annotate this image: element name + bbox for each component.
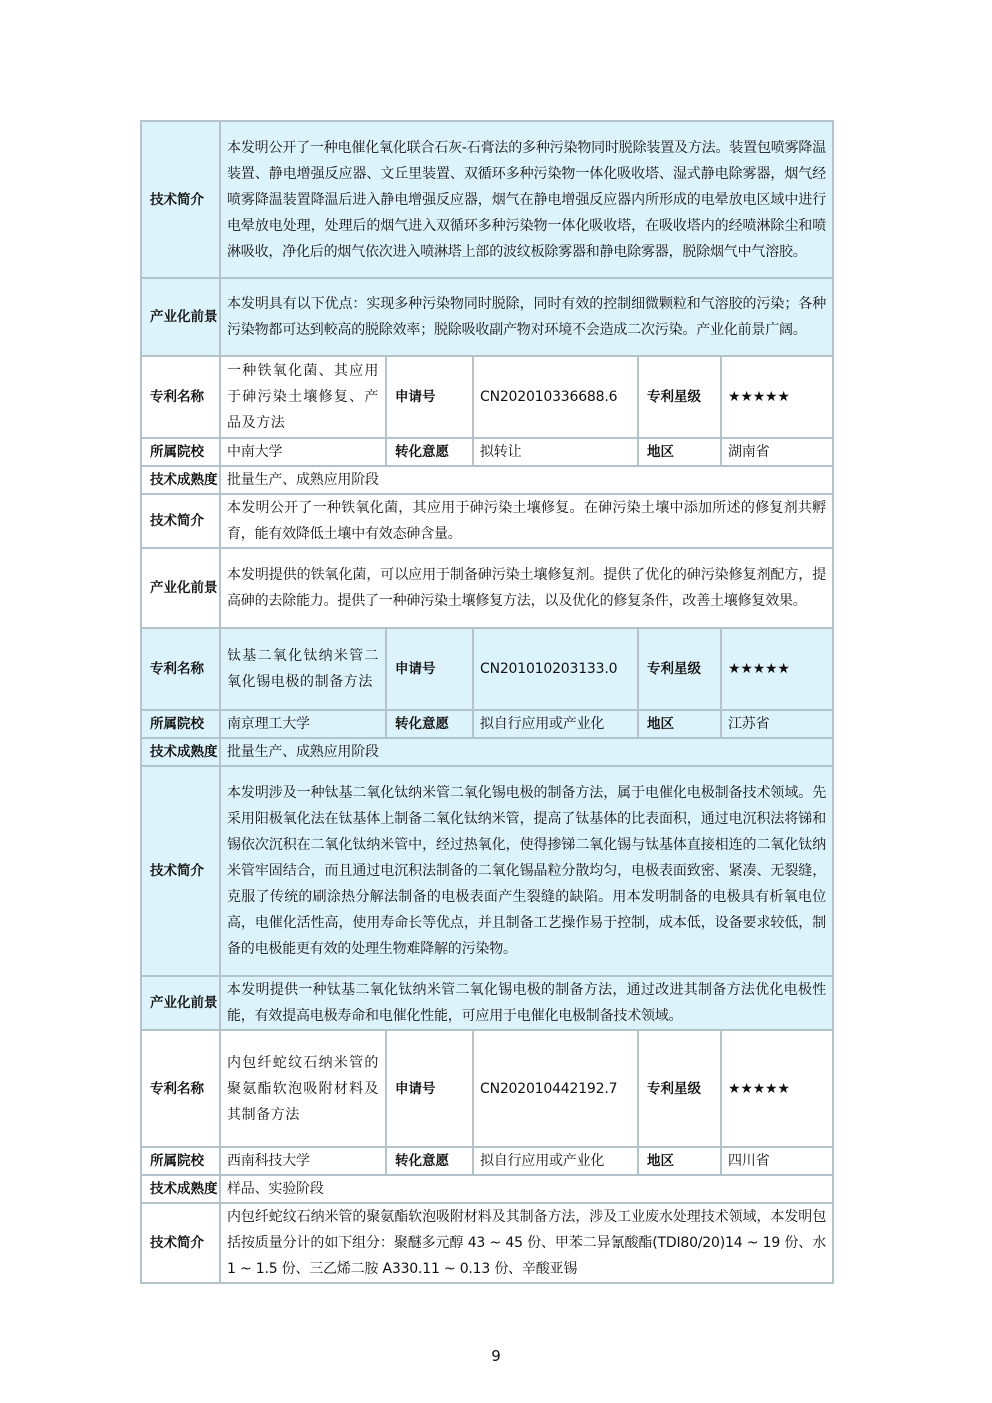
patent-name-value: 内包纤蛇纹石纳米管的聚氨酯软泡吸附材料及其制备方法 [220, 1030, 386, 1147]
application-number-label: 申请号 [386, 628, 473, 710]
patent-name-label: 专利名称 [141, 628, 220, 710]
tech-intro-row [141, 766, 833, 976]
tech-intro-text: 本发明公开了一种铁氧化菌，其应用于砷污染土壤修复。在砷污染土壤中添加所述的修复剂共孵育，能有效降低土壤中有效态砷含量。 [220, 494, 833, 548]
school-row [141, 1147, 833, 1175]
tech-intro-label: 技术简介 [141, 766, 220, 976]
transfer-intent-label: 转化意愿 [386, 710, 473, 738]
patent-name-row [141, 628, 833, 710]
tech-maturity-text: 批量生产、成熟应用阶段 [220, 738, 833, 766]
application-number-value: CN202010336688.6 [473, 356, 638, 438]
tech-intro-label: 技术简介 [141, 1203, 220, 1283]
patent-star-label: 专利星级 [638, 1030, 721, 1147]
tech-maturity-label: 技术成熟度 [141, 466, 220, 494]
transfer-intent-value: 拟自行应用或产业化 [473, 1147, 638, 1175]
patent-name-row [141, 1030, 833, 1147]
industrial-prospect-label: 产业化前景 [141, 278, 220, 356]
region-label: 地区 [638, 1147, 721, 1175]
patent-star-rating: ★★★★★ [721, 1030, 833, 1147]
tech-maturity-label: 技术成熟度 [141, 738, 220, 766]
application-number-value: CN201010203133.0 [473, 628, 638, 710]
patent-star-label: 专利星级 [638, 628, 721, 710]
patent-name-row [141, 356, 833, 438]
school-row [141, 710, 833, 738]
school-value: 中南大学 [220, 438, 386, 466]
tech-intro-row [141, 121, 833, 278]
application-number-label: 申请号 [386, 1030, 473, 1147]
tech-intro-text: 本发明公开了一种电催化氧化联合石灰-石膏法的多种污染物同时脱除装置及方法。装置包喷雾降温装置、静电增强反应器、文丘里装置、双循环多种污染物一体化吸收塔、湿式静电除雾器，烟气经喷雾降温装置降温后进入静电增强反应器，烟气在静电增强反应器内所形成的电晕放电区域中进行电晕放电处理，处理后的烟气进入双循环多种污染物一体化吸收塔，在吸收塔内的经喷淋除尘和喷淋吸收，净化后的烟气依次进入喷淋塔上部的波纹板除雾器和静电除雾器，脱除烟气中气溶胶。 [220, 121, 833, 278]
patent-name-value: 一种铁氧化菌、其应用于砷污染土壤修复、产品及方法 [220, 356, 386, 438]
patent-star-rating: ★★★★★ [721, 628, 833, 710]
application-number-label: 申请号 [386, 356, 473, 438]
region-label: 地区 [638, 438, 721, 466]
industrial-prospect-text: 本发明提供的铁氧化菌，可以应用于制备砷污染土壤修复剂。提供了优化的砷污染修复剂配方，提高砷的去除能力。提供了一种砷污染土壤修复方法，以及优化的修复条件，改善土壤修复效果。 [220, 548, 833, 628]
region-value: 湖南省 [721, 438, 833, 466]
tech-intro-row [141, 1203, 833, 1283]
patent-name-value: 钛基二氧化钛纳米管二氧化锡电极的制备方法 [220, 628, 386, 710]
application-number-value: CN202010442192.7 [473, 1030, 638, 1147]
tech-maturity-row [141, 738, 833, 766]
tech-maturity-label: 技术成熟度 [141, 1175, 220, 1203]
tech-intro-text: 本发明涉及一种钛基二氧化钛纳米管二氧化锡电极的制备方法，属于电催化电极制备技术领域。先采用阳极氧化法在钛基体上制备二氧化钛纳米管，提高了钛基体的比表面积，通过电沉积法将锑和锡依次沉积在二氧化钛纳米管中，经过热氧化，使得掺锑二氧化锡与钛基体直接相连的二氧化钛纳米管牢固结合，而且通过电沉积法制备的二氧化锡晶粒分散均匀，电极表面致密、紧凑、无裂缝，克服了传统的刷涂热分解法制备的电极表面产生裂缝的缺陷。用本发明制备的电极具有析氧电位高，电催化活性高，使用寿命长等优点，并且制备工艺操作易于控制，成本低，设备要求较低，制备的电极能更有效的处理生物难降解的污染物。 [220, 766, 833, 976]
page-number: 9 [491, 1347, 501, 1365]
school-label: 所属院校 [141, 1147, 220, 1175]
transfer-intent-value: 拟转让 [473, 438, 638, 466]
industrial-prospect-row [141, 976, 833, 1030]
industrial-prospect-text: 本发明具有以下优点：实现多种污染物同时脱除，同时有效的控制细微颗粒和气溶胶的污染；各种污染物都可达到較高的脱除效率；脱除吸收副产物对环境不会造成二次污染。产业化前景广阔。 [220, 278, 833, 356]
industrial-prospect-label: 产业化前景 [141, 976, 220, 1030]
school-value: 南京理工大学 [220, 710, 386, 738]
patent-star-label: 专利星级 [638, 356, 721, 438]
tech-maturity-text: 批量生产、成熟应用阶段 [220, 466, 833, 494]
region-value: 四川省 [721, 1147, 833, 1175]
industrial-prospect-label: 产业化前景 [141, 548, 220, 628]
patent-name-label: 专利名称 [141, 1030, 220, 1147]
school-label: 所属院校 [141, 710, 220, 738]
tech-intro-label: 技术简介 [141, 494, 220, 548]
patent-table [140, 120, 834, 1284]
transfer-intent-label: 转化意愿 [386, 438, 473, 466]
region-label: 地区 [638, 710, 721, 738]
tech-maturity-row [141, 466, 833, 494]
tech-intro-label: 技术简介 [141, 121, 220, 278]
school-value: 西南科技大学 [220, 1147, 386, 1175]
school-label: 所属院校 [141, 438, 220, 466]
patent-star-rating: ★★★★★ [721, 356, 833, 438]
industrial-prospect-row [141, 548, 833, 628]
tech-maturity-row [141, 1175, 833, 1203]
patent-name-label: 专利名称 [141, 356, 220, 438]
transfer-intent-value: 拟自行应用或产业化 [473, 710, 638, 738]
region-value: 江苏省 [721, 710, 833, 738]
school-row [141, 438, 833, 466]
tech-intro-text: 内包纤蛇纹石纳米管的聚氨酯软泡吸附材料及其制备方法，涉及工业废水处理技术领域，本发明包括按质量分计的如下组分：聚醚多元醇 43 ~ 45 份、甲苯二异氰酸酯(TDI80/20)14 ~ 19 份、水 1 ~ 1.5 份、三乙烯二胺 A330.11 ~ 0.13 份、辛酸亚锡 [220, 1203, 833, 1283]
tech-intro-row [141, 494, 833, 548]
tech-maturity-text: 样品、实验阶段 [220, 1175, 833, 1203]
industrial-prospect-row [141, 278, 833, 356]
transfer-intent-label: 转化意愿 [386, 1147, 473, 1175]
industrial-prospect-text: 本发明提供一种钛基二氧化钛纳米管二氧化锡电极的制备方法，通过改进其制备方法优化电极性能，有效提高电极寿命和电催化性能，可应用于电催化电极制备技术领域。 [220, 976, 833, 1030]
